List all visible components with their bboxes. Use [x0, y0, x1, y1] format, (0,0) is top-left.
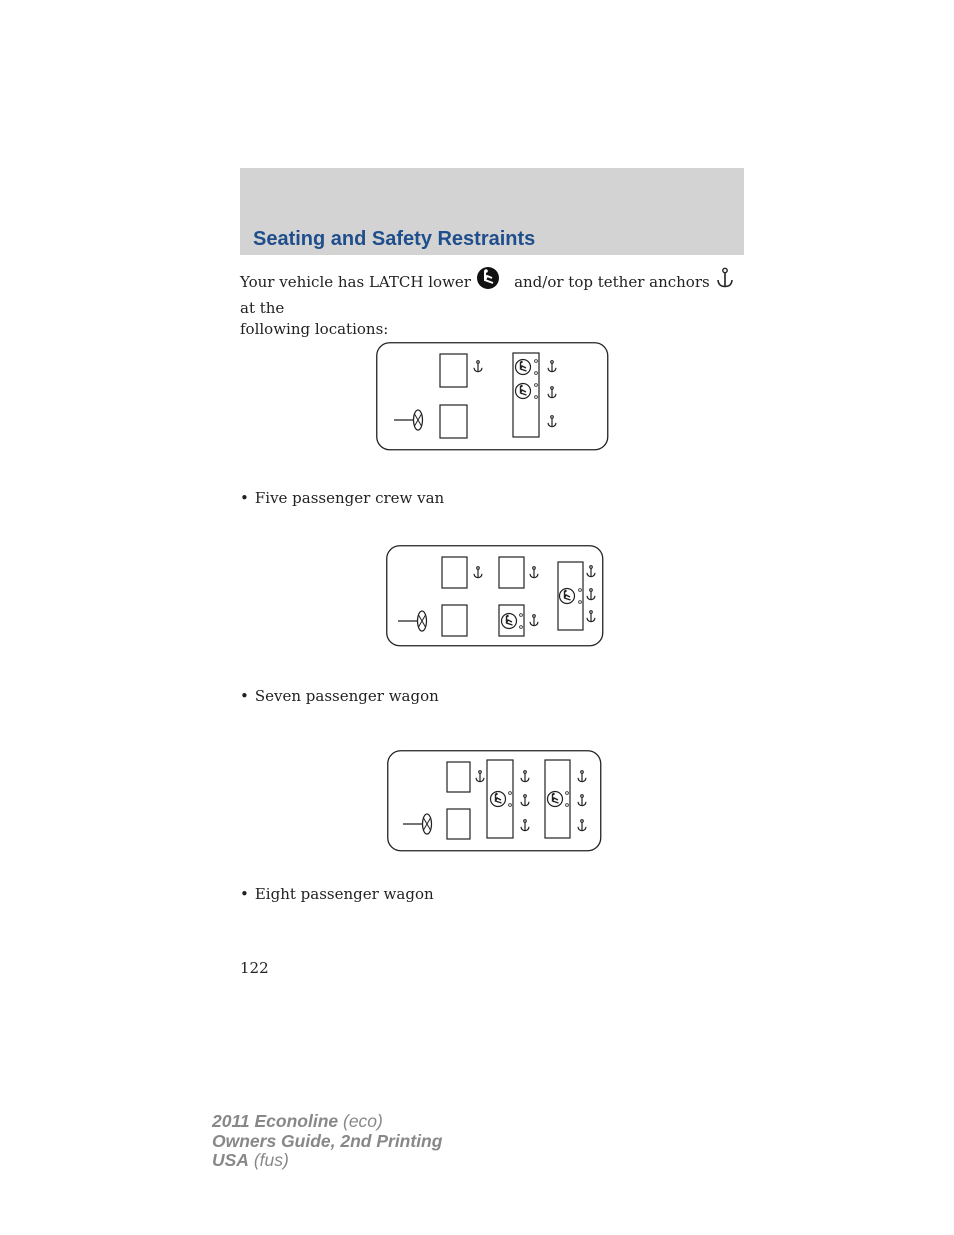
bullet-dot: •: [240, 885, 249, 903]
bullet-text: Eight passenger wagon: [254, 885, 434, 903]
latch-icon: [560, 589, 575, 604]
top-tether-anchor-icon: [715, 267, 735, 295]
latch-icon: [516, 384, 531, 399]
latch-icon: [502, 614, 517, 629]
intro-paragraph: [240, 268, 744, 340]
footer-model-code: (eco): [343, 1111, 383, 1131]
section-header-band: [240, 168, 744, 255]
passenger-seat: [442, 557, 467, 588]
intro-text-line2: following locations:: [240, 320, 389, 338]
intro-text-part1: Your vehicle has LATCH lower: [240, 273, 471, 291]
bullet-five-passenger: [240, 488, 444, 508]
passenger-seat: [447, 762, 470, 792]
document-footer: [212, 1112, 442, 1171]
footer-line-region: [212, 1151, 442, 1171]
bullet-text: Seven passenger wagon: [254, 687, 439, 705]
bullet-dot: •: [240, 489, 249, 507]
seating-diagram-eight-passenger: [387, 750, 604, 858]
latch-icon: [516, 360, 531, 375]
intro-text-part3: at the: [240, 299, 285, 317]
bullet-seven-passenger: [240, 686, 439, 706]
middle-right-seat: [499, 557, 524, 588]
driver-seat: [442, 605, 467, 636]
driver-seat: [447, 809, 470, 839]
latch-icon: [548, 792, 563, 807]
seating-diagram-seven-passenger: [386, 545, 606, 653]
section-title: Seating and Safety Restraints: [253, 228, 536, 250]
passenger-seat: [440, 354, 467, 387]
footer-region: USA: [212, 1150, 249, 1170]
footer-line-guide: [212, 1132, 442, 1152]
latch-icon: [491, 792, 506, 807]
footer-guide: Owners Guide, 2nd Printing: [212, 1130, 443, 1151]
bullet-text: Five passenger crew van: [254, 489, 445, 507]
bullet-eight-passenger: [240, 884, 434, 904]
footer-line-model: [212, 1112, 442, 1132]
footer-model: 2011 Econoline: [212, 1111, 339, 1131]
seating-diagram-five-passenger: [376, 342, 610, 456]
footer-region-code: (fus): [253, 1150, 289, 1170]
bullet-dot: •: [240, 687, 249, 705]
vehicle-outline: [377, 343, 608, 450]
latch-lower-anchor-icon: [476, 266, 500, 296]
intro-text-part2: and/or top tether anchors: [514, 273, 710, 291]
driver-seat: [440, 405, 467, 438]
page-number: 122: [240, 959, 269, 977]
